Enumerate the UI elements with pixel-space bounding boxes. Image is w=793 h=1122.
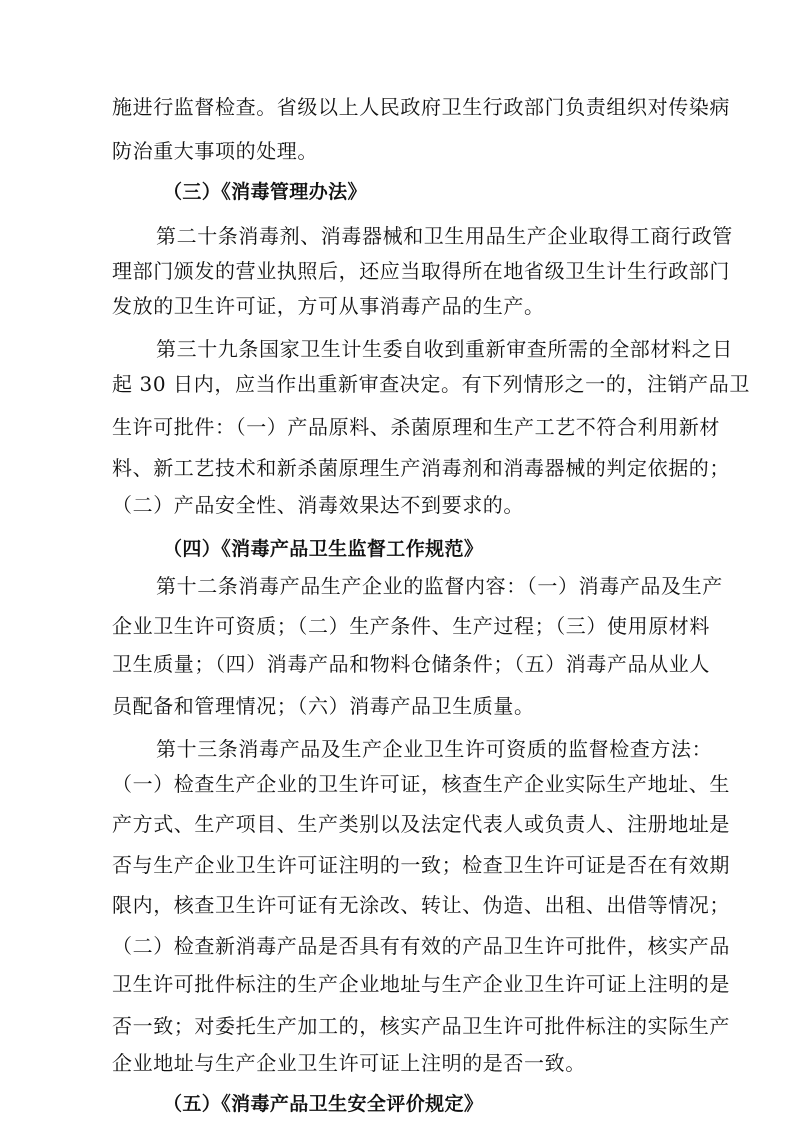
text-line: 产方式、生产项目、生产类别以及法定代表人或负责人、注册地址是 <box>112 812 730 836</box>
text-line: 施进行监督检查。省级以上人民政府卫生行政部门负责组织对传染病 <box>112 95 730 119</box>
text-line: 理部门颁发的营业执照后，还应当取得所在地省级卫生计生行政部门 <box>112 259 730 283</box>
text-line: 卫生许可批件标注的生产企业地址与生产企业卫生许可证上注明的是 <box>112 972 730 996</box>
text-line: 生许可批件：（一）产品原料、杀菌原理和生产工艺不符合利用新材 <box>112 415 720 439</box>
section-heading: （五）《消毒产品卫生安全评价规定》 <box>163 1093 484 1115</box>
text-line: 防治重大事项的处理。 <box>112 139 318 163</box>
text-line: （一）检查生产企业的卫生许可证，核查生产企业实际生产地址、生 <box>112 772 730 796</box>
text-line: 发放的卫生许可证，方可从事消毒产品的生产。 <box>112 294 545 318</box>
text-line: 企业卫生许可资质；（二）生产条件、生产过程；（三）使用原材料 <box>112 614 710 638</box>
text-line: （二）检查新消毒产品是否具有有效的产品卫生许可批件，核实产品 <box>112 934 730 958</box>
text-line: 第十三条消毒产品及生产企业卫生许可资质的监督检查方法： <box>156 737 713 761</box>
text-line: 企业地址与生产企业卫生许可证上注明的是否一致。 <box>112 1051 586 1075</box>
text-line: 第三十九条国家卫生计生委自收到重新审查所需的全部材料之日 <box>156 337 733 361</box>
text-line: 料、新工艺技术和新杀菌原理生产消毒剂和消毒器械的判定依据的； <box>112 456 730 480</box>
text-line: 卫生质量；（四）消毒产品和物料仓储条件；（五）消毒产品从业人 <box>112 652 710 676</box>
text-line: 第十二条消毒产品生产企业的监督内容：（一）消毒产品及生产 <box>156 574 723 598</box>
text-line: 否与生产企业卫生许可证注明的一致；检查卫生许可证是否在有效期 <box>112 853 730 877</box>
text-line: 起 30 日内，应当作出重新审查决定。有下列情形之一的，注销产品卫 <box>112 372 750 396</box>
section-heading: （四）《消毒产品卫生监督工作规范》 <box>163 538 484 560</box>
section-heading: （三）《消毒管理办法》 <box>163 181 367 203</box>
text-line: 否一致；对委托生产加工的，核实产品卫生许可批件标注的实际生产 <box>112 1014 730 1038</box>
text-line: （二）产品安全性、消毒效果达不到要求的。 <box>112 493 524 517</box>
text-line: 限内，核查卫生许可证有无涂改、转让、伪造、出租、出借等情况； <box>112 893 730 917</box>
text-line: 员配备和管理情况；（六）消毒产品卫生质量。 <box>112 694 535 718</box>
text-line: 第二十条消毒剂、消毒器械和卫生用品生产企业取得工商行政管 <box>156 224 733 248</box>
